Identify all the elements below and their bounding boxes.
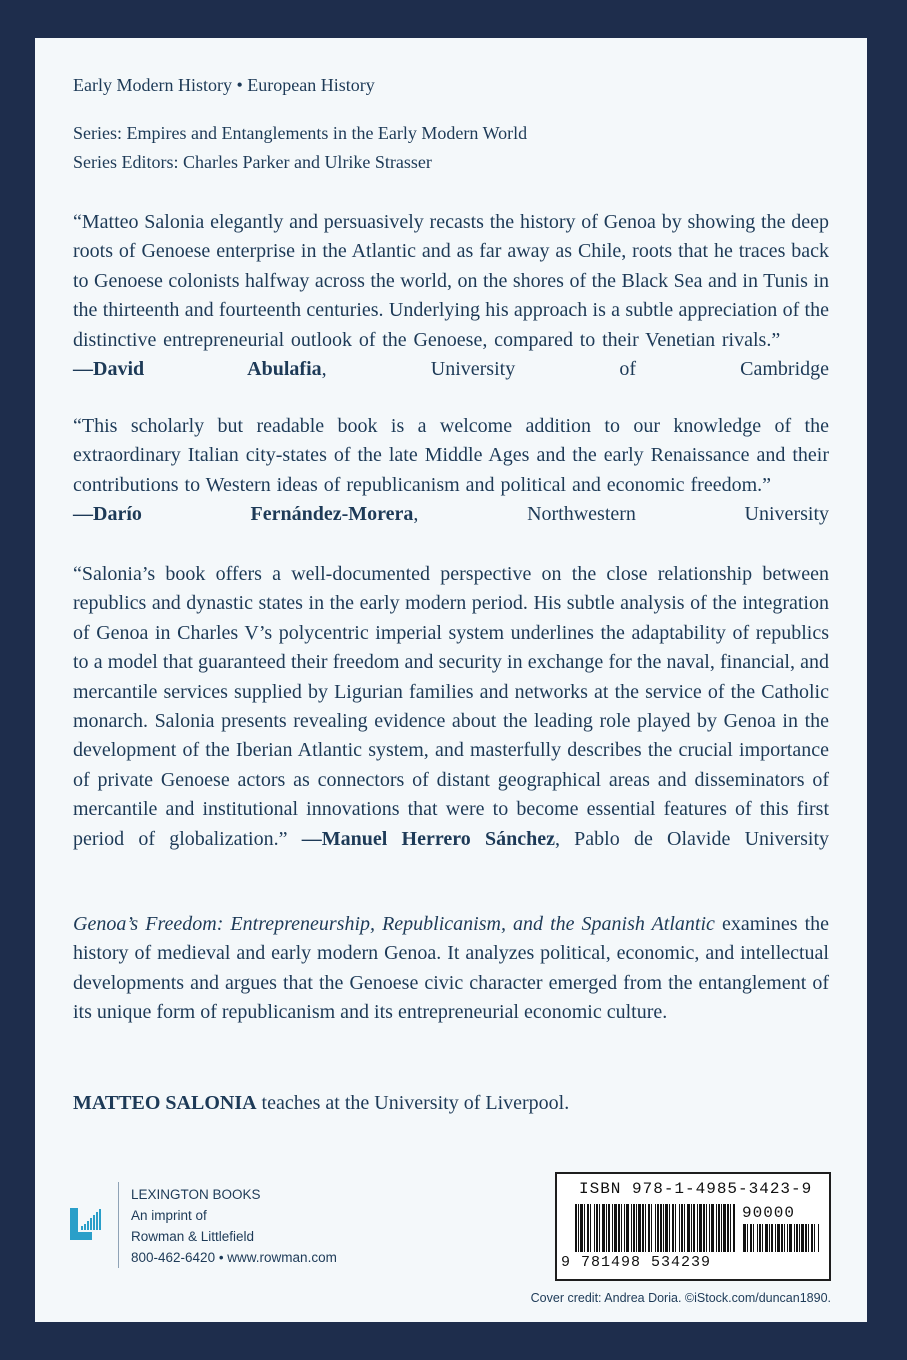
barcode-bar <box>621 1204 622 1252</box>
publisher-text <box>131 1184 337 1268</box>
barcode-bar <box>636 1204 637 1252</box>
barcode-bar <box>697 1204 698 1252</box>
barcode-bar <box>711 1204 714 1252</box>
barcode-bar <box>612 1204 613 1252</box>
barcode-bar <box>580 1204 583 1252</box>
back-cover-panel <box>35 38 867 1322</box>
barcode-bar <box>633 1204 635 1252</box>
blurb-text: “This scholarly but readable book is a welcome addition to our knowledge of the extraordinary Italian city-states of the late Middle Ages and the early Renaissance and their contributions to Western ideas of republicanism and political and economic freedom.” <box>73 415 829 496</box>
barcode-bar <box>716 1204 717 1252</box>
barcode-bar <box>651 1204 652 1252</box>
isbn-label: ISBN 978-1-4985-3423-9 <box>579 1180 813 1198</box>
addon-bar <box>794 1224 795 1252</box>
blurb-herrero-sanchez <box>73 560 829 854</box>
addon-bar <box>743 1224 746 1252</box>
blurb-author: —Manuel Herrero Sánchez <box>301 827 555 850</box>
addon-bar <box>753 1224 754 1252</box>
book-title: Genoa’s Freedom: Entrepreneurship, Republicanism, and the Spanish Atlantic <box>73 913 715 935</box>
blurb-author: —David Abulafia <box>73 358 322 381</box>
blurb-fernandez-morera <box>73 412 829 530</box>
publisher-parent: Rowman & Littlefield <box>131 1229 255 1244</box>
author-name: MATTEO SALONIA <box>73 1092 257 1114</box>
barcode-bar <box>584 1204 585 1252</box>
addon-bar <box>796 1224 798 1252</box>
barcode-bar <box>681 1204 683 1252</box>
barcode-bar <box>663 1204 664 1252</box>
barcode-bar <box>587 1204 589 1252</box>
addon-bar <box>801 1224 804 1252</box>
series-title: Series: Empires and Entanglements in the Early Modern World <box>73 123 528 143</box>
barcode-bar <box>648 1204 650 1252</box>
addon-bar <box>818 1224 819 1252</box>
barcode-bar <box>626 1204 629 1252</box>
barcode-bar <box>660 1204 662 1252</box>
barcode-bar <box>733 1204 735 1252</box>
barcode-bar <box>614 1204 617 1252</box>
blurb-text: “Matteo Salonia elegantly and persuasively recasts the history of Genoa by showing the deep roots of Genoese enterprise in the Atlantic and as far away as Chile, roots that he traces back to Genoese colonists halfway across the world, on the shores of the Black Sea and in Tunis in the thirteenth and fourteenth centuries. Underlying his approach is a subtle appreciation of the distinctive entrepreneurial outlook of the Genoese, compared to their Venetian rivals.” <box>73 211 829 351</box>
barcode-bar <box>638 1204 641 1252</box>
description-text: examines the history of medieval and early modern Genoa. It analyzes political, economic, and intellectual developments and argues that the Genoese civic character emerged from the entanglement of its unique form of republicanism and its entrepreneurial economic culture. <box>73 913 830 1024</box>
addon-bar <box>799 1224 800 1252</box>
publisher-divider <box>118 1182 119 1268</box>
addon-bar <box>759 1224 761 1252</box>
addon-bar <box>777 1224 780 1252</box>
barcode-bar <box>645 1204 646 1252</box>
barcode-bar <box>624 1204 625 1252</box>
barcode-bar <box>693 1204 695 1252</box>
barcode-bar <box>721 1204 722 1252</box>
publisher-contact: 800-462-6420 • www.rowman.com <box>131 1250 337 1265</box>
barcode-bar <box>642 1204 644 1252</box>
series-editors: Series Editors: Charles Parker and Ulrike Strasser <box>73 152 432 172</box>
barcode-bar <box>590 1204 591 1252</box>
addon-bar <box>762 1224 763 1252</box>
barcode-bar <box>727 1204 729 1252</box>
author-bio <box>73 1089 829 1118</box>
barcode-bar <box>618 1204 620 1252</box>
addon-bar <box>771 1224 773 1252</box>
barcode-bar <box>675 1204 676 1252</box>
barcode-bar <box>599 1204 600 1252</box>
addon-bar <box>769 1224 770 1252</box>
barcode-bar <box>672 1204 674 1252</box>
addon-bar <box>787 1224 788 1252</box>
barcode-bar <box>575 1204 577 1252</box>
barcode-bar <box>699 1204 702 1252</box>
barcode-bar <box>631 1204 632 1252</box>
isbn-barcode <box>555 1172 831 1281</box>
barcode-bar <box>718 1204 720 1252</box>
lexington-logo-icon <box>70 1204 102 1240</box>
addon-bar <box>805 1224 807 1252</box>
barcode-bar <box>706 1204 707 1252</box>
barcode-bar <box>679 1204 680 1252</box>
author-bio-text: teaches at the University of Liverpool. <box>261 1092 570 1114</box>
price-code: 90000 <box>742 1204 796 1222</box>
barcode-bar <box>606 1204 607 1252</box>
barcode-bar <box>723 1204 726 1252</box>
blurb-affiliation: , Northwestern University <box>413 503 829 526</box>
barcode-bar <box>687 1204 690 1252</box>
book-description <box>73 910 829 1028</box>
series-info <box>73 119 527 177</box>
isbn-digits: 9 781498 534239 <box>561 1254 712 1271</box>
cover-credit: Cover credit: Andrea Doria. ©iStock.com/duncan1890. <box>530 1291 831 1305</box>
publisher-imprint: An imprint of <box>131 1208 207 1223</box>
barcode-bar <box>669 1204 670 1252</box>
barcode-bar <box>578 1204 579 1252</box>
barcode-bar <box>730 1204 731 1252</box>
barcode-bar <box>709 1204 710 1252</box>
addon-bar <box>811 1224 813 1252</box>
barcode-bar <box>684 1204 685 1252</box>
barcode-bar <box>594 1204 595 1252</box>
addon-bar <box>757 1224 758 1252</box>
barcode-bar <box>657 1204 659 1252</box>
addon-bar <box>750 1224 752 1252</box>
blurb-affiliation: , University of Cambridge <box>321 358 829 381</box>
addon-bar <box>775 1224 776 1252</box>
blurb-text: “Salonia’s book offers a well-documented perspective on the close relationship between republics and dynastic states in the early modern period. His subtle analysis of the integration of Genoa in Charles V’s polycentric imperial system underlines the adaptability of republics to a model that guaranteed their freedom and security in exchange for the naval, financial, and mercantile services supplied by Ligurian families and networks at the service of the Catholic monarch. Salonia presents revealing evidence about the leading role played by Genoa in the development of the Iberian Atlantic system, and masterfully describes the crucial importance of private Genoese actors as connectors of distant geographical areas and disseminators of mercantile and institutional innovations that were to become essential features of this first period of globalization.” <box>73 563 829 850</box>
addon-bar <box>784 1224 785 1252</box>
addon-bar <box>765 1224 768 1252</box>
barcode-bar <box>655 1204 656 1252</box>
publisher-name: LEXINGTON BOOKS <box>131 1187 261 1202</box>
barcode-bar <box>608 1204 610 1252</box>
barcode-bar <box>596 1204 598 1252</box>
addon-bar <box>747 1224 748 1252</box>
addon-bar <box>814 1224 815 1252</box>
barcode-bar <box>665 1204 668 1252</box>
blurb-author: —Darío Fernández-Morera <box>73 503 414 526</box>
barcode-bar <box>602 1204 605 1252</box>
barcode-bar <box>691 1204 692 1252</box>
subject-categories: Early Modern History • European History <box>73 75 375 95</box>
blurb-affiliation: , Pablo de Olavide University <box>554 827 830 850</box>
addon-bar <box>808 1224 809 1252</box>
blurb-abulafia <box>73 208 829 384</box>
addon-bar <box>781 1224 783 1252</box>
barcode-bar <box>703 1204 705 1252</box>
addon-bar <box>789 1224 792 1252</box>
